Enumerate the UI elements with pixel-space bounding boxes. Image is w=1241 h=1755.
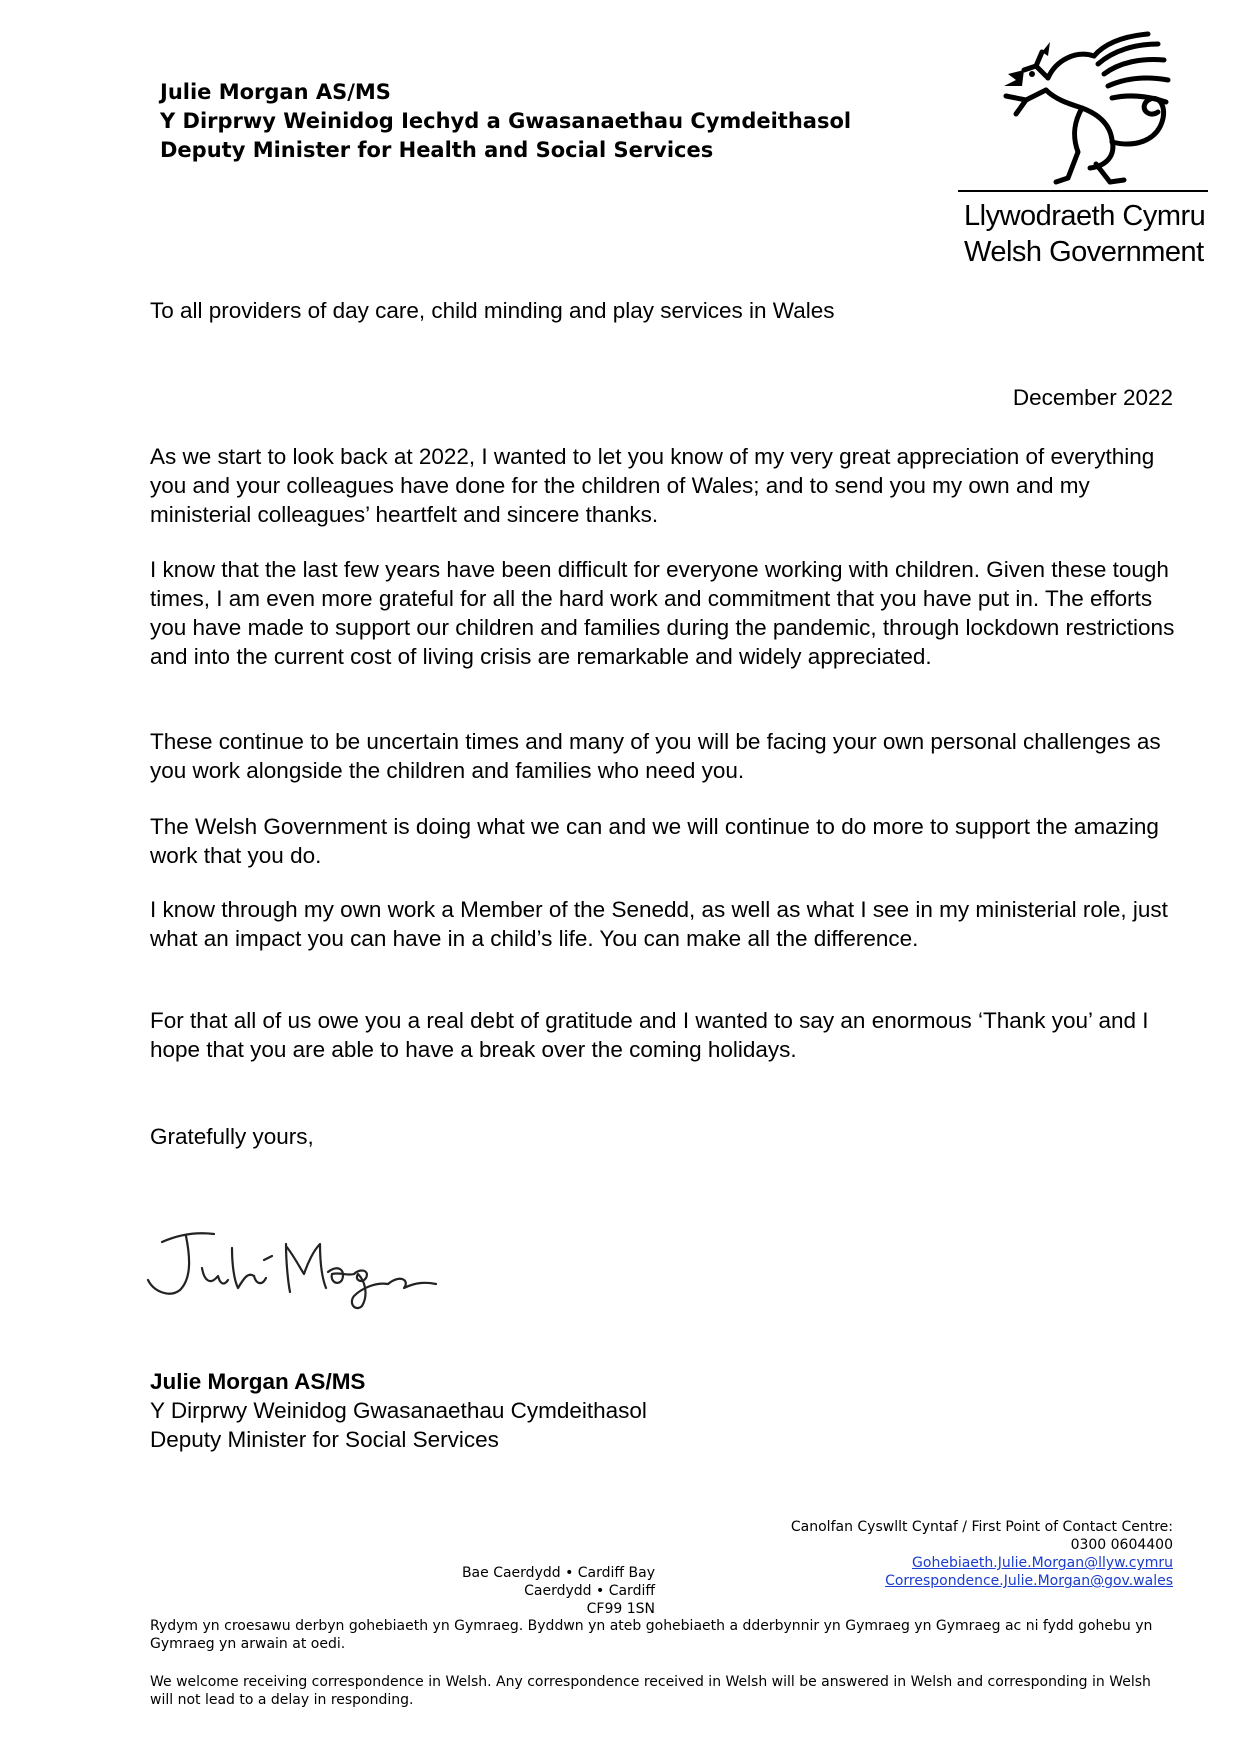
address-line-1: Bae Caerdydd • Cardiff Bay	[461, 1565, 655, 1581]
welsh-language-notice-english: We welcome receiving correspondence in Welsh. Any correspondence received in Welsh will be answered in Welsh and corresponding in Welsh will not lead to a delay in responding.	[150, 1674, 1151, 1708]
logo-wordmark	[964, 198, 1205, 270]
signatory-title-welsh: Y Dirprwy Weinidog Gwasanaethau Cymdeithasol	[150, 1398, 647, 1423]
postal-address	[462, 1564, 655, 1618]
signatory-name: Julie Morgan AS/MS	[150, 1369, 366, 1394]
address-line-2: Caerdydd • Cardiff	[524, 1583, 655, 1599]
letterhead-title-english: Deputy Minister for Health and Social Services	[160, 138, 714, 162]
logo-name-english: Welsh Government	[964, 236, 1204, 268]
email-link-welsh[interactable]: Gohebiaeth.Julie.Morgan@llyw.cymru	[912, 1555, 1173, 1571]
contact-block	[791, 1518, 1173, 1590]
welsh-dragon-icon	[986, 30, 1186, 188]
recipient-line: To all providers of day care, child minding and play services in Wales	[150, 298, 835, 323]
paragraph-5: I know through my own work a Member of the Senedd, as well as what I see in my ministerial role, just what an impact you can have in a child’s life. You can make all the difference.	[150, 897, 1168, 951]
welsh-language-notice-welsh: Rydym yn croesawu derbyn gohebiaeth yn Gymraeg. Byddwn yn ateb gohebiaeth a dderbynnir yn Gymraeg yn Gymraeg ac ni fydd gohebu yn Gymraeg yn arwain at oedi.	[150, 1618, 1153, 1652]
closing-line: Gratefully yours,	[150, 1124, 314, 1149]
contact-centre-label: Canolfan Cyswllt Cyntaf / First Point of Contact Centre:	[790, 1519, 1173, 1535]
paragraph-3: These continue to be uncertain times and many of you will be facing your own personal challenges as you work alongside the children and families who need you.	[150, 729, 1161, 783]
signatory-title-english: Deputy Minister for Social Services	[150, 1427, 499, 1452]
paragraph-4: The Welsh Government is doing what we can and we will continue to do more to support the amazing work that you do.	[150, 814, 1159, 868]
letter-date: December 2022	[1012, 385, 1173, 410]
address-line-3: CF99 1SN	[586, 1601, 655, 1617]
letterhead	[160, 78, 851, 165]
email-link-english[interactable]: Correspondence.Julie.Morgan@gov.wales	[885, 1573, 1173, 1589]
welsh-government-logo	[958, 30, 1208, 270]
letterhead-name: Julie Morgan AS/MS	[160, 80, 391, 104]
paragraph-1: As we start to look back at 2022, I wanted to let you know of my very great appreciation of everything you and your colleagues have done for the children of Wales; and to send you my own and my ministerial colleagues’ heartfelt and sincere thanks.	[150, 444, 1155, 527]
letterhead-title-welsh: Y Dirprwy Weinidog Iechyd a Gwasanaethau Cymdeithasol	[160, 109, 852, 133]
handwritten-signature	[140, 1222, 440, 1312]
contact-phone: 0300 0604400	[1070, 1537, 1173, 1553]
paragraph-6: For that all of us owe you a real debt of gratitude and I wanted to say an enormous ‘Thank you’ and I hope that you are able to have a break over the coming holidays.	[150, 1008, 1149, 1062]
logo-name-welsh: Llywodraeth Cymru	[964, 200, 1206, 232]
paragraph-2: I know that the last few years have been difficult for everyone working with children. Given these tough times, I am even more grateful for all the hard work and commitment that you have put in. The efforts you have made to support our children and families during the pandemic, through lockdown restrictions and into the current cost of living crisis are remarkable and widely appreciated.	[150, 557, 1175, 669]
logo-divider	[958, 190, 1208, 192]
